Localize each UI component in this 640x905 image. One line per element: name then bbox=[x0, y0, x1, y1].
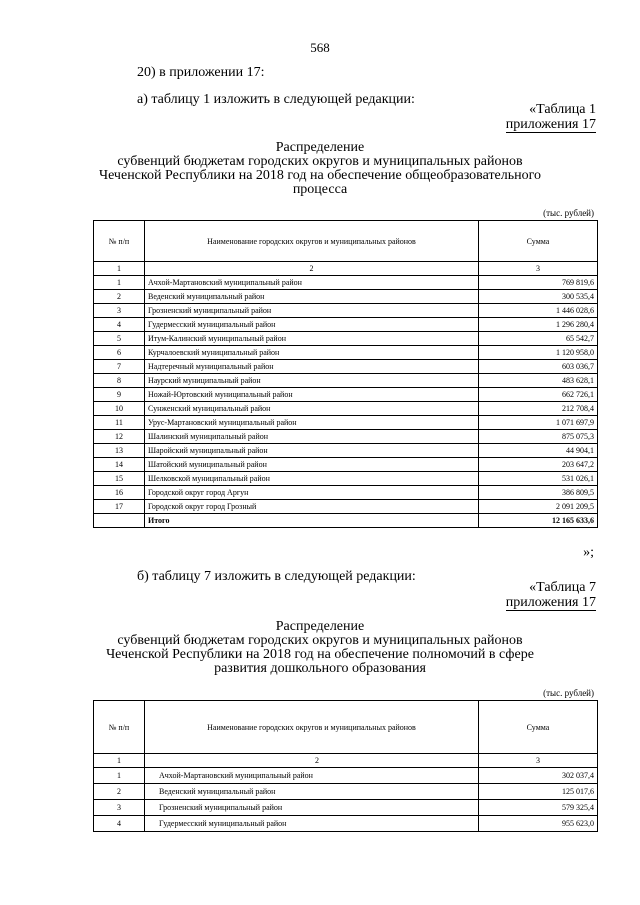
table-row bbox=[94, 816, 598, 832]
table-row bbox=[94, 276, 598, 290]
row-name: Шаройский муниципальный район bbox=[145, 444, 479, 458]
item-20-heading: 20) в приложении 17: bbox=[137, 65, 265, 80]
row-number: 4 bbox=[94, 816, 145, 832]
row-number: 2 bbox=[94, 290, 145, 304]
row-name: Урус-Мартановский муниципальный район bbox=[145, 416, 479, 430]
section-b-intro: б) таблицу 7 изложить в следующей редакции: bbox=[137, 569, 416, 584]
row-number: 1 bbox=[94, 768, 145, 784]
section-b-title-line: Распределение bbox=[275, 619, 365, 634]
table-row bbox=[94, 768, 598, 784]
row-name: Наурский муниципальный район bbox=[145, 374, 479, 388]
table-row bbox=[94, 402, 598, 416]
section-b-title-line: Чеченской Республики на 2018 год на обеспечение полномочий в сфере bbox=[106, 647, 534, 662]
section-a-ref-line1: «Таблица 1 bbox=[529, 102, 596, 117]
row-sum: 386 809,5 bbox=[479, 486, 598, 500]
section-a-table bbox=[93, 220, 598, 528]
row-name: Ачхой-Мартановский муниципальный район bbox=[145, 276, 479, 290]
row-number: 17 bbox=[94, 500, 145, 514]
section-a-title-line: Распределение bbox=[275, 140, 365, 155]
row-number: 9 bbox=[94, 388, 145, 402]
section-b-table-reference bbox=[506, 580, 596, 611]
page-number: 568 bbox=[310, 40, 330, 55]
row-number: 10 bbox=[94, 402, 145, 416]
row-name: Ачхой-Мартановский муниципальный район bbox=[145, 768, 479, 784]
col-number: 1 bbox=[94, 262, 145, 276]
row-name: Грозненский муниципальный район bbox=[145, 304, 479, 318]
row-name: Итум-Калинский муниципальный район bbox=[145, 332, 479, 346]
table-row bbox=[94, 458, 598, 472]
row-sum: 125 017,6 bbox=[479, 784, 598, 800]
header-name: Наименование городских округов и муниципальных районов bbox=[145, 701, 479, 754]
row-number: 3 bbox=[94, 304, 145, 318]
row-sum: 769 819,6 bbox=[479, 276, 598, 290]
section-b-title-line: субвенций бюджетам городских округов и муниципальных районов bbox=[117, 633, 523, 648]
row-name: Городской округ город Грозный bbox=[145, 500, 479, 514]
row-number: 15 bbox=[94, 472, 145, 486]
col-number: 3 bbox=[479, 754, 598, 768]
col-number: 1 bbox=[94, 754, 145, 768]
header-num: № п/п bbox=[94, 221, 145, 262]
row-name: Веденский муниципальный район bbox=[145, 784, 479, 800]
table-row bbox=[94, 486, 598, 500]
row-sum: 531 026,1 bbox=[479, 472, 598, 486]
row-number: 8 bbox=[94, 374, 145, 388]
section-a-title-line: субвенций бюджетам городских округов и муниципальных районов bbox=[117, 154, 523, 169]
table-row bbox=[94, 800, 598, 816]
row-sum: 483 628,1 bbox=[479, 374, 598, 388]
col-number: 2 bbox=[145, 262, 479, 276]
header-sum: Сумма bbox=[479, 701, 598, 754]
table-row bbox=[94, 304, 598, 318]
row-sum: 579 325,4 bbox=[479, 800, 598, 816]
total-label: Итого bbox=[145, 514, 479, 528]
row-name: Веденский муниципальный район bbox=[145, 290, 479, 304]
row-number: 7 bbox=[94, 360, 145, 374]
table-row bbox=[94, 416, 598, 430]
row-number: 3 bbox=[94, 800, 145, 816]
row-number: 5 bbox=[94, 332, 145, 346]
row-sum: 875 075,3 bbox=[479, 430, 598, 444]
section-a-title bbox=[0, 141, 640, 197]
section-b-ref-line1: «Таблица 7 bbox=[529, 580, 596, 595]
row-name: Курчалоевский муниципальный район bbox=[145, 346, 479, 360]
row-sum: 65 542,7 bbox=[479, 332, 598, 346]
row-number: 12 bbox=[94, 430, 145, 444]
row-sum: 662 726,1 bbox=[479, 388, 598, 402]
section-b-units: (тыс. рублей) bbox=[543, 688, 594, 698]
row-sum: 302 037,4 bbox=[479, 768, 598, 784]
row-sum: 212 708,4 bbox=[479, 402, 598, 416]
row-number: 2 bbox=[94, 784, 145, 800]
row-name: Гудермесский муниципальный район bbox=[145, 318, 479, 332]
row-name: Шатойский муниципальный район bbox=[145, 458, 479, 472]
section-a-title-line: процесса bbox=[292, 182, 348, 197]
section-b-table bbox=[93, 700, 598, 832]
header-name: Наименование городских округов и муниципальных районов bbox=[145, 221, 479, 262]
total-value: 12 165 633,6 bbox=[479, 514, 598, 528]
row-name: Гудермесский муниципальный район bbox=[145, 816, 479, 832]
section-b-table-body bbox=[94, 768, 598, 832]
table-row bbox=[94, 388, 598, 402]
row-sum: 44 904,1 bbox=[479, 444, 598, 458]
section-b-title bbox=[0, 620, 640, 676]
row-name: Надтеречный муниципальный район bbox=[145, 360, 479, 374]
row-name: Грозненский муниципальный район bbox=[145, 800, 479, 816]
section-a-closing: »; bbox=[583, 545, 594, 560]
row-sum: 603 036,7 bbox=[479, 360, 598, 374]
section-a-intro: а) таблицу 1 изложить в следующей редакции: bbox=[137, 92, 415, 107]
row-name: Шелковской муниципальный район bbox=[145, 472, 479, 486]
row-number: 4 bbox=[94, 318, 145, 332]
row-sum: 203 647,2 bbox=[479, 458, 598, 472]
row-number: 6 bbox=[94, 346, 145, 360]
table-row bbox=[94, 472, 598, 486]
total-row bbox=[94, 514, 598, 528]
section-b-ref-line2: приложения 17 bbox=[505, 595, 596, 610]
col-number: 3 bbox=[479, 262, 598, 276]
row-number: 1 bbox=[94, 276, 145, 290]
table-row bbox=[94, 784, 598, 800]
section-a-units: (тыс. рублей) bbox=[543, 208, 594, 218]
row-number: 11 bbox=[94, 416, 145, 430]
row-sum: 955 623,0 bbox=[479, 816, 598, 832]
section-a-table-body bbox=[94, 276, 598, 514]
row-sum: 2 091 209,5 bbox=[479, 500, 598, 514]
row-name: Городской округ город Аргун bbox=[145, 486, 479, 500]
row-number: 13 bbox=[94, 444, 145, 458]
header-sum: Сумма bbox=[479, 221, 598, 262]
col-number: 2 bbox=[145, 754, 479, 768]
table-row bbox=[94, 332, 598, 346]
table-row bbox=[94, 346, 598, 360]
table-row bbox=[94, 360, 598, 374]
row-name: Сунженский муниципальный район bbox=[145, 402, 479, 416]
total-num-cell bbox=[94, 514, 145, 528]
table-row bbox=[94, 500, 598, 514]
section-b-title-line: развития дошкольного образования bbox=[214, 661, 426, 676]
header-num: № п/п bbox=[94, 701, 145, 754]
section-a-ref-line2: приложения 17 bbox=[505, 117, 596, 132]
table-row bbox=[94, 318, 598, 332]
row-name: Ножай-Юртовский муниципальный район bbox=[145, 388, 479, 402]
row-number: 16 bbox=[94, 486, 145, 500]
section-a-title-line: Чеченской Республики на 2018 год на обеспечение общеобразовательного bbox=[98, 168, 542, 183]
table-row bbox=[94, 374, 598, 388]
row-sum: 1 446 028,6 bbox=[479, 304, 598, 318]
row-sum: 1 296 280,4 bbox=[479, 318, 598, 332]
row-number: 14 bbox=[94, 458, 145, 472]
row-sum: 1 120 958,0 bbox=[479, 346, 598, 360]
table-row bbox=[94, 290, 598, 304]
row-name: Шалинский муниципальный район bbox=[145, 430, 479, 444]
table-row bbox=[94, 430, 598, 444]
row-sum: 300 535,4 bbox=[479, 290, 598, 304]
section-a-table-reference bbox=[506, 102, 596, 133]
table-row bbox=[94, 444, 598, 458]
row-sum: 1 071 697,9 bbox=[479, 416, 598, 430]
